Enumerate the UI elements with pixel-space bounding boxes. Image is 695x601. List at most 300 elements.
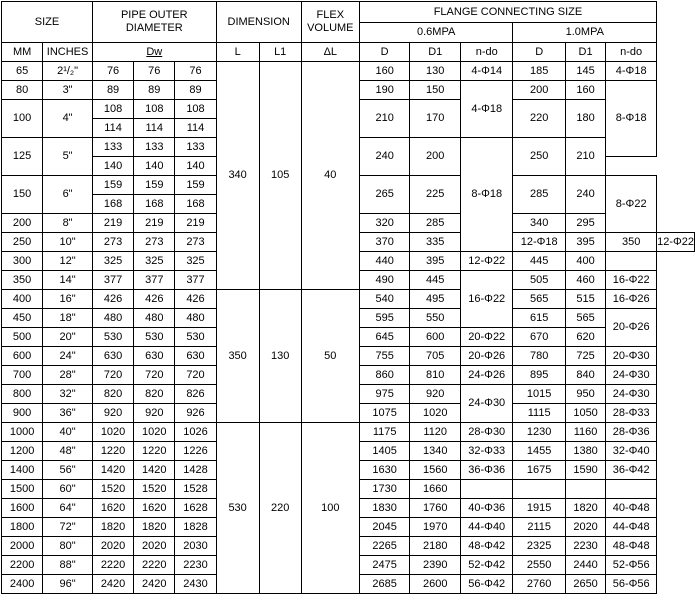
row-2400-d-10: 2760 bbox=[513, 575, 565, 594]
row-1600-mm: 1600 bbox=[2, 499, 43, 518]
header-pressure-06: 0.6MPA bbox=[359, 23, 513, 43]
header-mm: MM bbox=[2, 43, 43, 62]
row-250-d1-10: 350 bbox=[606, 233, 657, 252]
row-600-mm: 600 bbox=[2, 347, 43, 366]
row-2400-inches: 96" bbox=[43, 575, 93, 594]
row-600-ndo-06: 20-Φ26 bbox=[461, 347, 513, 366]
row-100-dw-2: 114 bbox=[134, 119, 175, 138]
row-900-dw-2: 920 bbox=[134, 404, 175, 423]
row-2000-mm: 2000 bbox=[2, 537, 43, 556]
row-200-dw-2: 219 bbox=[134, 214, 175, 233]
row-100-inches: 4" bbox=[43, 100, 93, 138]
row-125-d-06: 240 bbox=[359, 138, 410, 176]
row-700-mm: 700 bbox=[2, 366, 43, 385]
row-500-dw-3: 530 bbox=[175, 328, 216, 347]
header-l1: L1 bbox=[259, 43, 301, 62]
row-1800-ndo-06: 44-Φ40 bbox=[461, 518, 513, 537]
row-100-d1-06: 170 bbox=[410, 100, 461, 138]
row-300-ndo-06: 12-Φ22 bbox=[461, 252, 513, 271]
row-2000-ndo-10: 48-Φ48 bbox=[606, 537, 657, 556]
row-125-mm: 125 bbox=[2, 138, 43, 176]
row-1500-ndo-06 bbox=[461, 480, 513, 499]
row-150-d-06: 265 bbox=[359, 176, 410, 214]
row-1800-dw-3: 1828 bbox=[175, 518, 216, 537]
row-1400-d-10: 1675 bbox=[513, 461, 565, 480]
row-1800-d-10: 2115 bbox=[513, 518, 565, 537]
row-900-d1-06: 1020 bbox=[410, 404, 461, 423]
row-1800-mm: 1800 bbox=[2, 518, 43, 537]
row-500-d-10: 670 bbox=[513, 328, 565, 347]
row-1000-mm: 1000 bbox=[2, 423, 43, 442]
row-250-d-06: 370 bbox=[359, 233, 410, 252]
row-1000-ndo-10: 28-Φ36 bbox=[606, 423, 657, 442]
row-1500-d-10 bbox=[513, 480, 565, 499]
row-700-ndo-10: 24-Φ30 bbox=[606, 366, 657, 385]
row-125-dw-3: 133 bbox=[175, 138, 216, 157]
row-65-dw-1: 76 bbox=[92, 62, 133, 81]
row-150-mm: 150 bbox=[2, 176, 43, 214]
group-3-delta-l: 100 bbox=[301, 423, 359, 594]
row-2400-dw-2: 2420 bbox=[134, 575, 175, 594]
row-2400-d-06: 2685 bbox=[359, 575, 410, 594]
row-800-inches: 32" bbox=[43, 385, 93, 404]
row-1800-inches: 72" bbox=[43, 518, 93, 537]
header-d1-06: D1 bbox=[410, 43, 461, 62]
row-800-d-10: 1015 bbox=[513, 385, 565, 404]
row-350-ndo-10: 16-Φ22 bbox=[606, 271, 657, 290]
row-900-mm: 900 bbox=[2, 404, 43, 423]
row-500-inches: 20" bbox=[43, 328, 93, 347]
row-100-dw-3: 114 bbox=[175, 119, 216, 138]
row-2400-ndo-10: 56-Φ56 bbox=[606, 575, 657, 594]
row-350-dw-2: 377 bbox=[134, 271, 175, 290]
row-200-dw-1: 219 bbox=[92, 214, 133, 233]
row-2200-inches: 88" bbox=[43, 556, 93, 575]
row-400-mm: 400 bbox=[2, 290, 43, 309]
row-700-ndo-06: 24-Φ26 bbox=[461, 366, 513, 385]
row-1500-dw-1: 1520 bbox=[92, 480, 133, 499]
row-1400-d1-06: 1560 bbox=[410, 461, 461, 480]
header-pipe-outer-line1: PIPE OUTER bbox=[120, 9, 188, 21]
row-100-dw-3: 108 bbox=[175, 100, 216, 119]
header-flex-volume bbox=[301, 2, 359, 43]
row-400-d1-10: 515 bbox=[565, 290, 605, 309]
ndo-06-4phi18: 4-Φ18 bbox=[461, 81, 513, 138]
row-350-d-10: 505 bbox=[513, 271, 565, 290]
row-125-dw-3: 140 bbox=[175, 157, 216, 176]
row-200-mm: 200 bbox=[2, 214, 43, 233]
row-300-dw-1: 325 bbox=[92, 252, 133, 271]
ndo-06-24phi30: 24-Φ30 bbox=[461, 385, 513, 423]
row-1500-d1-10 bbox=[565, 480, 605, 499]
group-3-l1: 220 bbox=[259, 423, 301, 594]
table-body bbox=[2, 2, 695, 594]
row-125-d-10: 250 bbox=[513, 138, 565, 176]
row-1600-d1-06: 1760 bbox=[410, 499, 461, 518]
row-1000-dw-3: 1026 bbox=[175, 423, 216, 442]
row-700-dw-1: 720 bbox=[92, 366, 133, 385]
row-1200-ndo-10: 32-Φ40 bbox=[606, 442, 657, 461]
row-125-dw-2: 140 bbox=[134, 157, 175, 176]
row-600-dw-3: 630 bbox=[175, 347, 216, 366]
row-500-ndo-06: 20-Φ22 bbox=[461, 328, 513, 347]
row-200-dw-3: 219 bbox=[175, 214, 216, 233]
row-1400-d-06: 1630 bbox=[359, 461, 410, 480]
row-800-dw-2: 820 bbox=[134, 385, 175, 404]
row-900-d-06: 1075 bbox=[359, 404, 410, 423]
row-600-dw-1: 630 bbox=[92, 347, 133, 366]
row-700-d-10: 895 bbox=[513, 366, 565, 385]
row-2200-ndo-06: 52-Φ42 bbox=[461, 556, 513, 575]
row-1000-d1-10: 1160 bbox=[565, 423, 605, 442]
row-450-d1-06: 550 bbox=[410, 309, 461, 328]
row-500-d1-10: 620 bbox=[565, 328, 605, 347]
row-200-d-10: 340 bbox=[513, 214, 565, 233]
table-row bbox=[2, 62, 695, 81]
row-250-dw-1: 273 bbox=[92, 233, 133, 252]
row-2400-dw-1: 2420 bbox=[92, 575, 133, 594]
ndo-06-16phi22: 16-Φ22 bbox=[461, 271, 513, 328]
row-2000-d-06: 2265 bbox=[359, 537, 410, 556]
header-ndo-06: n-do bbox=[461, 43, 513, 62]
row-150-dw-3: 168 bbox=[175, 195, 216, 214]
row-1200-dw-1: 1220 bbox=[92, 442, 133, 461]
row-800-ndo-10: 24-Φ30 bbox=[606, 385, 657, 404]
row-600-dw-2: 630 bbox=[134, 347, 175, 366]
row-80-inches: 3" bbox=[43, 81, 93, 100]
row-500-d1-06: 600 bbox=[410, 328, 461, 347]
group-2-l1: 130 bbox=[259, 290, 301, 423]
row-300-d1-10: 400 bbox=[565, 252, 605, 271]
row-500-dw-2: 530 bbox=[134, 328, 175, 347]
row-125-d1-10: 210 bbox=[565, 138, 605, 176]
row-450-mm: 450 bbox=[2, 309, 43, 328]
row-600-d-06: 755 bbox=[359, 347, 410, 366]
row-500-dw-1: 530 bbox=[92, 328, 133, 347]
row-2400-mm: 2400 bbox=[2, 575, 43, 594]
row-1200-d-10: 1455 bbox=[513, 442, 565, 461]
row-1600-d-10: 1915 bbox=[513, 499, 565, 518]
header-d-10: D bbox=[513, 43, 565, 62]
row-900-dw-3: 926 bbox=[175, 404, 216, 423]
row-900-d1-10: 1050 bbox=[565, 404, 605, 423]
row-900-d-10: 1115 bbox=[513, 404, 565, 423]
row-125-dw-1: 140 bbox=[92, 157, 133, 176]
row-65-d1-10: 145 bbox=[565, 62, 605, 81]
row-1000-dw-2: 1020 bbox=[134, 423, 175, 442]
row-1200-mm: 1200 bbox=[2, 442, 43, 461]
row-2200-d1-10: 2440 bbox=[565, 556, 605, 575]
row-250-d1-06: 335 bbox=[410, 233, 461, 252]
row-1600-ndo-10: 40-Φ48 bbox=[606, 499, 657, 518]
row-250-dw-2: 273 bbox=[134, 233, 175, 252]
inch-value: 2¹/₂" bbox=[57, 64, 79, 77]
row-100-d-10: 220 bbox=[513, 100, 565, 138]
row-1400-dw-2: 1420 bbox=[134, 461, 175, 480]
row-1000-d1-06: 1120 bbox=[410, 423, 461, 442]
row-2200-d-10: 2550 bbox=[513, 556, 565, 575]
row-400-inches: 16" bbox=[43, 290, 93, 309]
header-l: L bbox=[216, 43, 259, 62]
row-1800-dw-2: 1820 bbox=[134, 518, 175, 537]
row-150-dw-1: 168 bbox=[92, 195, 133, 214]
row-2000-d1-10: 2230 bbox=[565, 537, 605, 556]
row-65-d-06: 160 bbox=[359, 62, 410, 81]
table-row bbox=[2, 290, 695, 309]
row-300-dw-3: 325 bbox=[175, 252, 216, 271]
row-80-dw-1: 89 bbox=[92, 81, 133, 100]
row-1800-dw-1: 1820 bbox=[92, 518, 133, 537]
row-1800-ndo-10: 44-Φ48 bbox=[606, 518, 657, 537]
row-1600-dw-1: 1620 bbox=[92, 499, 133, 518]
row-1200-dw-3: 1226 bbox=[175, 442, 216, 461]
row-1800-d-06: 2045 bbox=[359, 518, 410, 537]
row-150-dw-2: 159 bbox=[134, 176, 175, 195]
row-125-dw-1: 133 bbox=[92, 138, 133, 157]
row-2000-ndo-06: 48-Φ42 bbox=[461, 537, 513, 556]
spec-table-container bbox=[1, 1, 695, 594]
header-flex-line1: FLEX bbox=[316, 9, 345, 21]
row-150-d-10: 285 bbox=[513, 176, 565, 214]
row-2200-dw-2: 2220 bbox=[134, 556, 175, 575]
flange-spec-table bbox=[1, 1, 695, 594]
row-800-d1-10: 950 bbox=[565, 385, 605, 404]
header-delta-l: ΔL bbox=[301, 43, 359, 62]
table-row bbox=[2, 423, 695, 442]
header-flange-connecting-size: FLANGE CONNECTING SIZE bbox=[359, 2, 656, 23]
row-400-dw-2: 426 bbox=[134, 290, 175, 309]
row-350-dw-3: 377 bbox=[175, 271, 216, 290]
row-300-ndo-10 bbox=[606, 252, 657, 271]
row-700-dw-2: 720 bbox=[134, 366, 175, 385]
header-dw bbox=[92, 43, 216, 62]
row-700-d1-06: 810 bbox=[410, 366, 461, 385]
row-80-dw-2: 89 bbox=[134, 81, 175, 100]
ndo-06-8phi18: 8-Φ18 bbox=[461, 138, 513, 252]
row-200-d-06: 320 bbox=[359, 214, 410, 233]
group-1-delta-l: 40 bbox=[301, 62, 359, 290]
row-200-d1-06: 285 bbox=[410, 214, 461, 233]
row-1200-d1-06: 1340 bbox=[410, 442, 461, 461]
header-pressure-10: 1.0MPA bbox=[513, 23, 657, 43]
row-150-d1-10: 240 bbox=[565, 176, 605, 214]
row-2000-d-10: 2325 bbox=[513, 537, 565, 556]
row-65-inches bbox=[43, 62, 93, 81]
row-250-ndo-06: 12-Φ18 bbox=[513, 233, 565, 252]
row-350-dw-1: 377 bbox=[92, 271, 133, 290]
row-1800-d1-10: 2020 bbox=[565, 518, 605, 537]
row-350-d1-06: 445 bbox=[410, 271, 461, 290]
row-300-d1-06: 395 bbox=[410, 252, 461, 271]
group-2-delta-l: 50 bbox=[301, 290, 359, 423]
row-2200-d1-06: 2390 bbox=[410, 556, 461, 575]
row-400-dw-1: 426 bbox=[92, 290, 133, 309]
row-200-d1-10: 295 bbox=[565, 214, 605, 233]
row-80-mm: 80 bbox=[2, 81, 43, 100]
row-600-inches: 24" bbox=[43, 347, 93, 366]
row-65-ndo-10: 4-Φ18 bbox=[606, 62, 657, 81]
row-1200-d1-10: 1380 bbox=[565, 442, 605, 461]
row-700-d1-10: 840 bbox=[565, 366, 605, 385]
row-2000-dw-1: 2020 bbox=[92, 537, 133, 556]
row-350-mm: 350 bbox=[2, 271, 43, 290]
row-700-dw-3: 720 bbox=[175, 366, 216, 385]
row-350-d1-10: 460 bbox=[565, 271, 605, 290]
header-size: SIZE bbox=[2, 2, 93, 43]
row-2200-mm: 2200 bbox=[2, 556, 43, 575]
row-125-inches: 5" bbox=[43, 138, 93, 176]
row-900-ndo-10: 28-Φ33 bbox=[606, 404, 657, 423]
row-150-inches: 6" bbox=[43, 176, 93, 214]
row-150-dw-3: 159 bbox=[175, 176, 216, 195]
row-1400-ndo-10: 36-Φ42 bbox=[606, 461, 657, 480]
ndo-10-8phi22: 8-Φ22 bbox=[606, 176, 657, 233]
row-1500-dw-2: 1520 bbox=[134, 480, 175, 499]
row-1600-inches: 64" bbox=[43, 499, 93, 518]
row-700-d-06: 860 bbox=[359, 366, 410, 385]
row-400-d1-06: 495 bbox=[410, 290, 461, 309]
row-1000-d-10: 1230 bbox=[513, 423, 565, 442]
row-400-dw-3: 426 bbox=[175, 290, 216, 309]
row-2200-dw-3: 2230 bbox=[175, 556, 216, 575]
row-1500-dw-3: 1528 bbox=[175, 480, 216, 499]
row-200-inches: 8" bbox=[43, 214, 93, 233]
row-125-d1-06: 200 bbox=[410, 138, 461, 176]
row-1400-mm: 1400 bbox=[2, 461, 43, 480]
row-150-d1-06: 225 bbox=[410, 176, 461, 214]
row-2400-dw-3: 2430 bbox=[175, 575, 216, 594]
row-500-d-06: 645 bbox=[359, 328, 410, 347]
header-pipe-outer-diameter bbox=[92, 2, 216, 43]
row-1600-dw-3: 1628 bbox=[175, 499, 216, 518]
row-1600-d-06: 1830 bbox=[359, 499, 410, 518]
row-900-dw-1: 920 bbox=[92, 404, 133, 423]
row-1600-ndo-06: 40-Φ36 bbox=[461, 499, 513, 518]
ndo-10-8phi18: 8-Φ18 bbox=[606, 81, 657, 157]
row-1200-d-06: 1405 bbox=[359, 442, 410, 461]
row-1500-ndo-10 bbox=[606, 480, 657, 499]
row-1400-dw-1: 1420 bbox=[92, 461, 133, 480]
row-80-d1-10: 160 bbox=[565, 81, 605, 100]
row-1400-dw-3: 1428 bbox=[175, 461, 216, 480]
row-100-d1-10: 180 bbox=[565, 100, 605, 138]
row-100-mm: 100 bbox=[2, 100, 43, 138]
row-1000-dw-1: 1020 bbox=[92, 423, 133, 442]
row-80-dw-3: 89 bbox=[175, 81, 216, 100]
header-dw-label: Dw bbox=[146, 45, 163, 58]
row-1200-dw-2: 1220 bbox=[134, 442, 175, 461]
row-1500-mm: 1500 bbox=[2, 480, 43, 499]
row-2000-d1-06: 2180 bbox=[410, 537, 461, 556]
group-1-l: 340 bbox=[216, 62, 259, 290]
row-65-mm: 65 bbox=[2, 62, 43, 81]
row-1400-ndo-06: 36-Φ36 bbox=[461, 461, 513, 480]
row-1000-inches: 40" bbox=[43, 423, 93, 442]
row-1500-d-06: 1730 bbox=[359, 480, 410, 499]
row-2000-dw-2: 2020 bbox=[134, 537, 175, 556]
row-900-inches: 36" bbox=[43, 404, 93, 423]
row-250-d-10: 395 bbox=[565, 233, 605, 252]
row-600-d1-06: 705 bbox=[410, 347, 461, 366]
row-450-dw-3: 480 bbox=[175, 309, 216, 328]
header-dimension: DIMENSION bbox=[216, 2, 301, 43]
row-400-d-10: 565 bbox=[513, 290, 565, 309]
row-250-mm: 250 bbox=[2, 233, 43, 252]
row-400-ndo-10: 16-Φ26 bbox=[606, 290, 657, 309]
row-800-dw-3: 826 bbox=[175, 385, 216, 404]
row-1400-d1-10: 1590 bbox=[565, 461, 605, 480]
row-700-inches: 28" bbox=[43, 366, 93, 385]
row-1000-ndo-06: 28-Φ30 bbox=[461, 423, 513, 442]
row-300-d-10: 445 bbox=[513, 252, 565, 271]
row-600-d1-10: 725 bbox=[565, 347, 605, 366]
row-450-d-10: 615 bbox=[513, 309, 565, 328]
row-2000-inches: 80" bbox=[43, 537, 93, 556]
row-1200-inches: 48" bbox=[43, 442, 93, 461]
row-500-mm: 500 bbox=[2, 328, 43, 347]
row-1600-d1-10: 1820 bbox=[565, 499, 605, 518]
row-450-d-06: 595 bbox=[359, 309, 410, 328]
row-65-d1-06: 130 bbox=[410, 62, 461, 81]
row-450-d1-10: 565 bbox=[565, 309, 605, 328]
row-1800-d1-06: 1970 bbox=[410, 518, 461, 537]
row-250-ndo-10: 12-Φ22 bbox=[657, 233, 695, 252]
header-flex-line2: VOLUME bbox=[307, 22, 354, 34]
group-1-l1: 105 bbox=[259, 62, 301, 290]
row-600-ndo-10: 20-Φ30 bbox=[606, 347, 657, 366]
row-450-dw-2: 480 bbox=[134, 309, 175, 328]
row-100-dw-1: 114 bbox=[92, 119, 133, 138]
row-1500-inches: 60" bbox=[43, 480, 93, 499]
header-d1-10: D1 bbox=[565, 43, 605, 62]
row-2400-ndo-06: 56-Φ42 bbox=[461, 575, 513, 594]
header-d-06: D bbox=[359, 43, 410, 62]
row-2400-d1-10: 2650 bbox=[565, 575, 605, 594]
row-800-dw-1: 820 bbox=[92, 385, 133, 404]
row-600-d-10: 780 bbox=[513, 347, 565, 366]
row-300-d-06: 440 bbox=[359, 252, 410, 271]
row-800-d-06: 975 bbox=[359, 385, 410, 404]
row-2200-dw-1: 2220 bbox=[92, 556, 133, 575]
row-250-dw-3: 273 bbox=[175, 233, 216, 252]
row-125-dw-2: 133 bbox=[134, 138, 175, 157]
row-1200-ndo-06: 32-Φ33 bbox=[461, 442, 513, 461]
row-450-dw-1: 480 bbox=[92, 309, 133, 328]
row-2000-dw-3: 2030 bbox=[175, 537, 216, 556]
row-65-d-10: 185 bbox=[513, 62, 565, 81]
row-300-inches: 12" bbox=[43, 252, 93, 271]
row-2200-d-06: 2475 bbox=[359, 556, 410, 575]
row-80-d-10: 200 bbox=[513, 81, 565, 100]
row-800-mm: 800 bbox=[2, 385, 43, 404]
row-150-dw-1: 159 bbox=[92, 176, 133, 195]
row-1400-inches: 56" bbox=[43, 461, 93, 480]
row-800-d1-06: 920 bbox=[410, 385, 461, 404]
row-150-dw-2: 168 bbox=[134, 195, 175, 214]
group-3-l: 530 bbox=[216, 423, 259, 594]
row-1000-d-06: 1175 bbox=[359, 423, 410, 442]
row-1600-dw-2: 1620 bbox=[134, 499, 175, 518]
row-80-d-06: 190 bbox=[359, 81, 410, 100]
group-2-l: 350 bbox=[216, 290, 259, 423]
row-300-dw-2: 325 bbox=[134, 252, 175, 271]
row-65-ndo-06: 4-Φ14 bbox=[461, 62, 513, 81]
row-2400-d1-06: 2600 bbox=[410, 575, 461, 594]
row-250-inches: 10" bbox=[43, 233, 93, 252]
row-300-mm: 300 bbox=[2, 252, 43, 271]
row-400-d-06: 540 bbox=[359, 290, 410, 309]
header-ndo-10: n-do bbox=[606, 43, 657, 62]
